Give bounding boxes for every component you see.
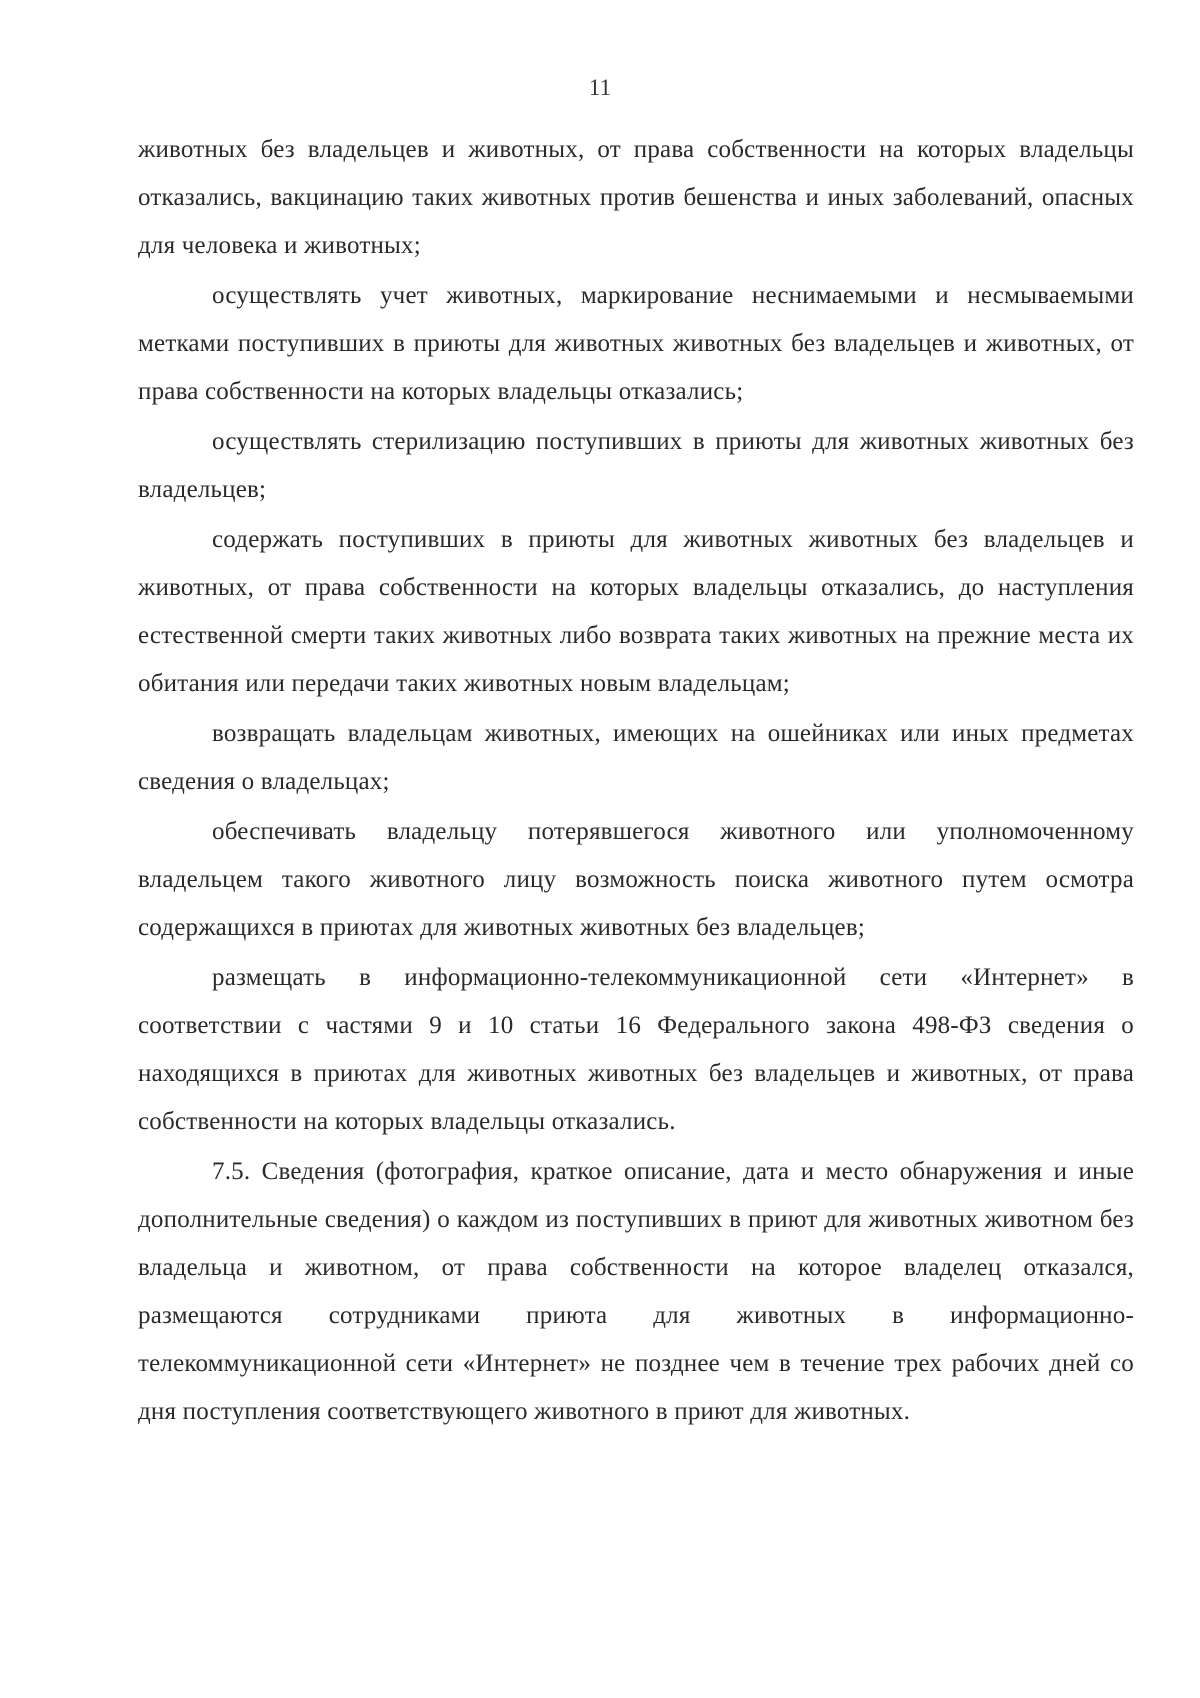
paragraph-7-5: 7.5. Сведения (фотография, краткое описание, дата и место обнаружения и иные дополнительные сведения) о каждом из поступивших в приют для животных животном без владельца и животном, от права собственности на которое владелец отказался, размещаются сотрудниками приюта для животных в информационно-телекоммуникационной сети «Интернет» не позднее чем в течение трех рабочих дней со дня поступления соответствующего животного в приют для животных. xyxy=(138,1158,1134,1425)
document-body xyxy=(138,126,1134,1436)
paragraph-keeping: содержать поступивших в приюты для животных животных без владельцев и животных, от права собственности на которых владельцы отказались, до наступления естественной смерти таких животных либо возврата таких животных на прежние места их обитания или передачи таких животных новым владельцам; xyxy=(138,526,1134,697)
paragraph-search-possibility: обеспечивать владельцу потерявшегося животного или уполномоченному владельцем такого животного лицу возможность поиска животного путем осмотра содержащихся в приютах для животных животных без владельцев; xyxy=(138,818,1134,941)
page-number: 11 xyxy=(588,75,612,100)
paragraph-sterilization: осуществлять стерилизацию поступивших в приюты для животных животных без владельцев; xyxy=(138,428,1134,503)
paragraph-internet-publication: размещать в информационно-телекоммуникационной сети «Интернет» в соответствии с частями 9 и 10 статьи 16 Федерального закона 498-ФЗ сведения о находящихся в приютах для животных животных без владельцев и животных, от права собственности на которых владельцы отказались. xyxy=(138,964,1134,1135)
paragraph-accounting-marking: осуществлять учет животных, маркирование неснимаемыми и несмываемыми метками поступивших в приюты для животных животных без владельцев и животных, от права собственности на которых владельцы отказались; xyxy=(138,282,1134,405)
paragraph-continuation: животных без владельцев и животных, от права собственности на которых владельцы отказались, вакцинацию таких животных против бешенства и иных заболеваний, опасных для человека и животных; xyxy=(138,136,1134,259)
paragraph-return-to-owners: возвращать владельцам животных, имеющих на ошейниках или иных предметах сведения о владельцах; xyxy=(138,720,1134,795)
